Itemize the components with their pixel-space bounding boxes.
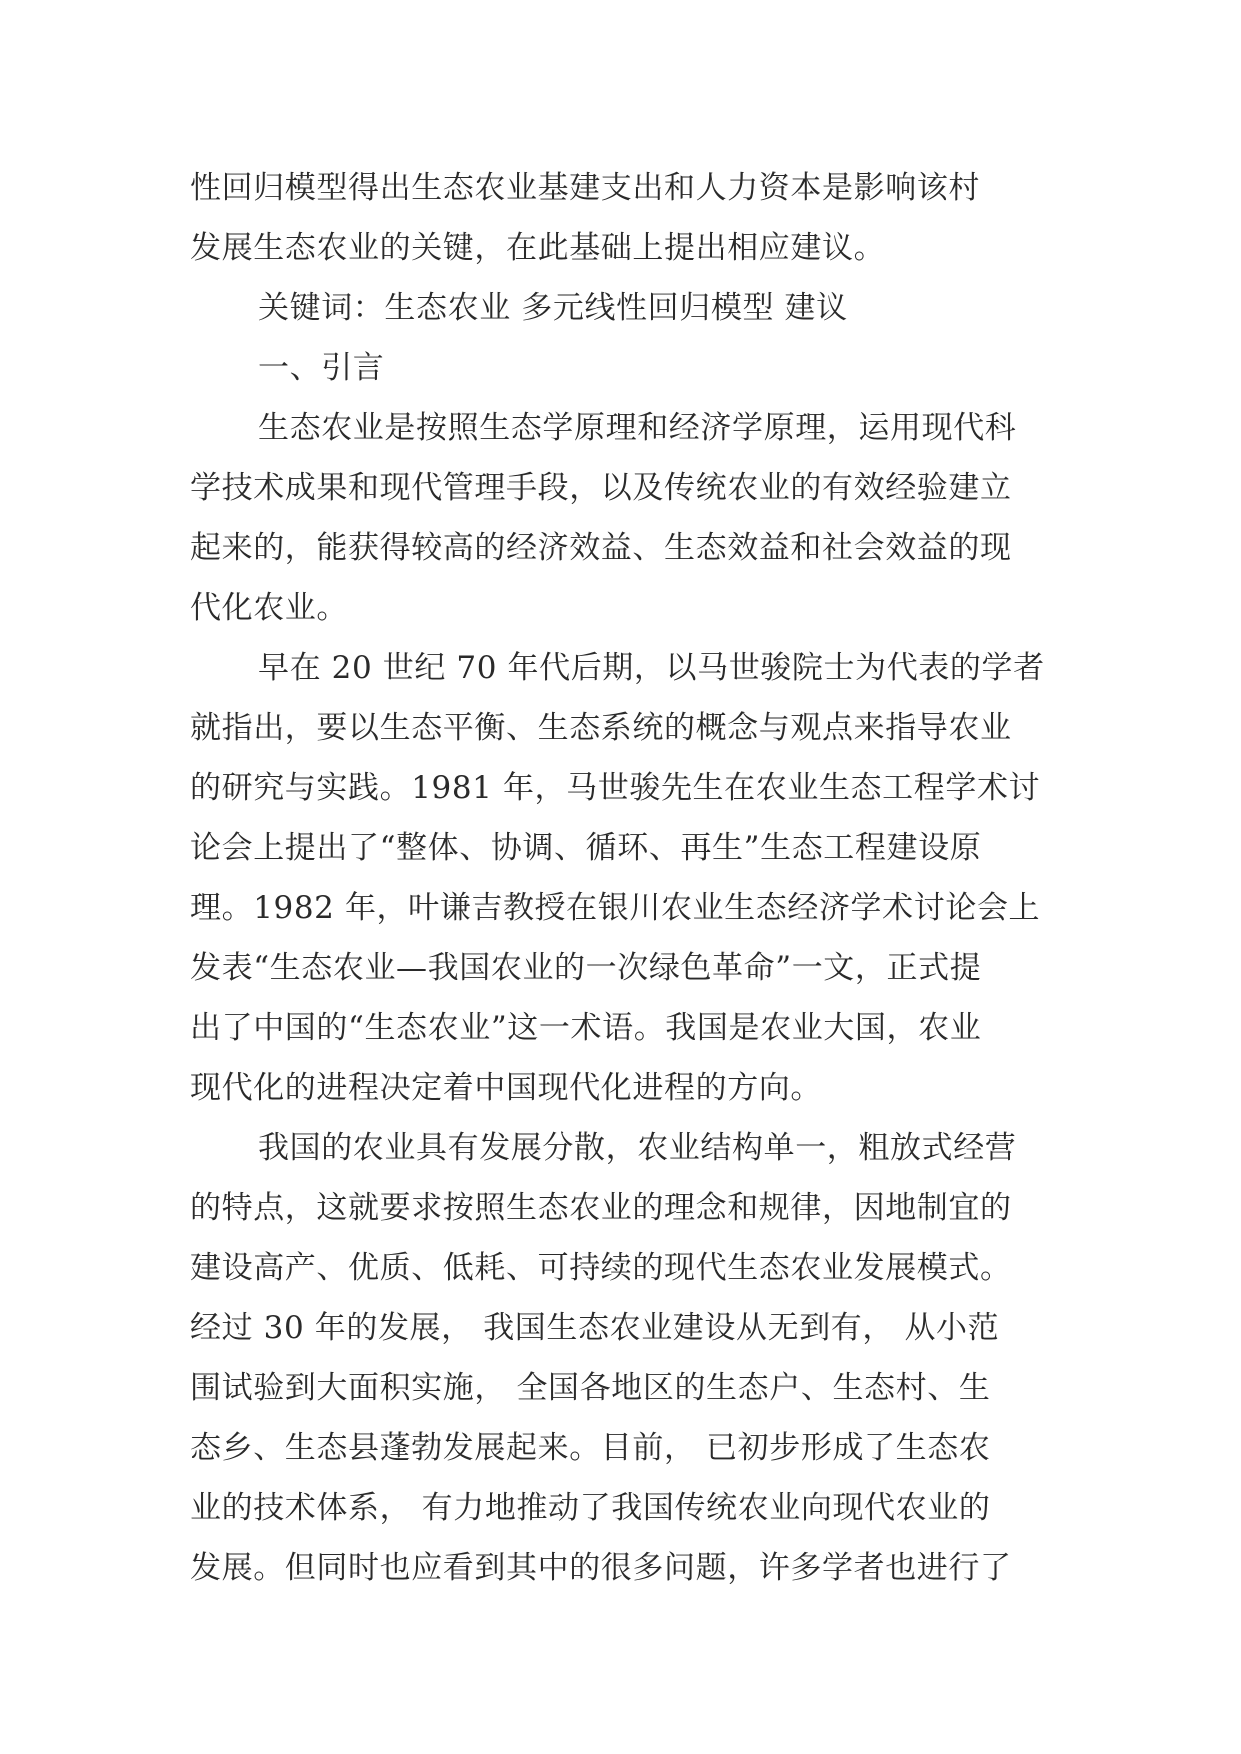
paragraph-3-line-8: 发展。但同时也应看到其中的很多问题，许多学者也进行了	[190, 1550, 1012, 1586]
paragraph-3-line-4: 经过 30 年的发展， 我国生态农业建设从无到有， 从小范	[190, 1310, 1000, 1346]
paragraph-1-line-1: 生态农业是按照生态学原理和经济学原理，运用现代科	[258, 410, 1017, 446]
paragraph-1-line-3: 起来的，能获得较高的经济效益、生态效益和社会效益的现	[190, 530, 1012, 566]
paragraph-2-line-5: 理。1982 年，叶谦吉教授在银川农业生态经济学术讨论会上	[190, 890, 1041, 926]
paragraph-2-line-7: 出了中国的“生态农业”这一术语。我国是农业大国，农业	[190, 1010, 982, 1046]
paragraph-2-line-3: 的研究与实践。1981 年，马世骏先生在农业生态工程学术讨	[190, 770, 1041, 806]
paragraph-3-line-7: 业的技术体系， 有力地推动了我国传统农业向现代农业的	[190, 1490, 991, 1526]
paragraph-3-line-5: 围试验到大面积实施， 全国各地区的生态户、生态村、生	[190, 1370, 991, 1406]
document-body	[190, 158, 1070, 1598]
intro-line-2: 发展生态农业的关键，在此基础上提出相应建议。	[190, 230, 886, 266]
intro-line-1: 性回归模型得出生态农业基建支出和人力资本是影响该村	[190, 170, 980, 206]
paragraph-2-line-8: 现代化的进程决定着中国现代化进程的方向。	[190, 1070, 822, 1106]
keywords-line: 关键词：生态农业 多元线性回归模型 建议	[258, 290, 848, 326]
section-heading: 一、引言	[258, 350, 385, 386]
paragraph-3-line-2: 的特点，这就要求按照生态农业的理念和规律，因地制宜的	[190, 1190, 1012, 1226]
paragraph-1-line-2: 学技术成果和现代管理手段，以及传统农业的有效经验建立	[190, 470, 1012, 506]
paragraph-1-line-4: 代化农业。	[190, 590, 348, 626]
paragraph-2-line-4: 论会上提出了“整体、协调、循环、再生”生态工程建设原	[190, 830, 982, 866]
paragraph-3-line-1: 我国的农业具有发展分散，农业结构单一，粗放式经营	[258, 1130, 1017, 1166]
paragraph-3-line-6: 态乡、生态县蓬勃发展起来。目前， 已初步形成了生态农	[190, 1430, 991, 1466]
paragraph-2-line-2: 就指出，要以生态平衡、生态系统的概念与观点来指导农业	[190, 710, 1012, 746]
paragraph-3-line-3: 建设高产、优质、低耗、可持续的现代生态农业发展模式。	[190, 1250, 1012, 1286]
paragraph-2-line-1: 早在 20 世纪 70 年代后期，以马世骏院士为代表的学者	[258, 650, 1045, 686]
paragraph-2-line-6: 发表“生态农业—我国农业的一次绿色革命”一文，正式提	[190, 950, 982, 986]
